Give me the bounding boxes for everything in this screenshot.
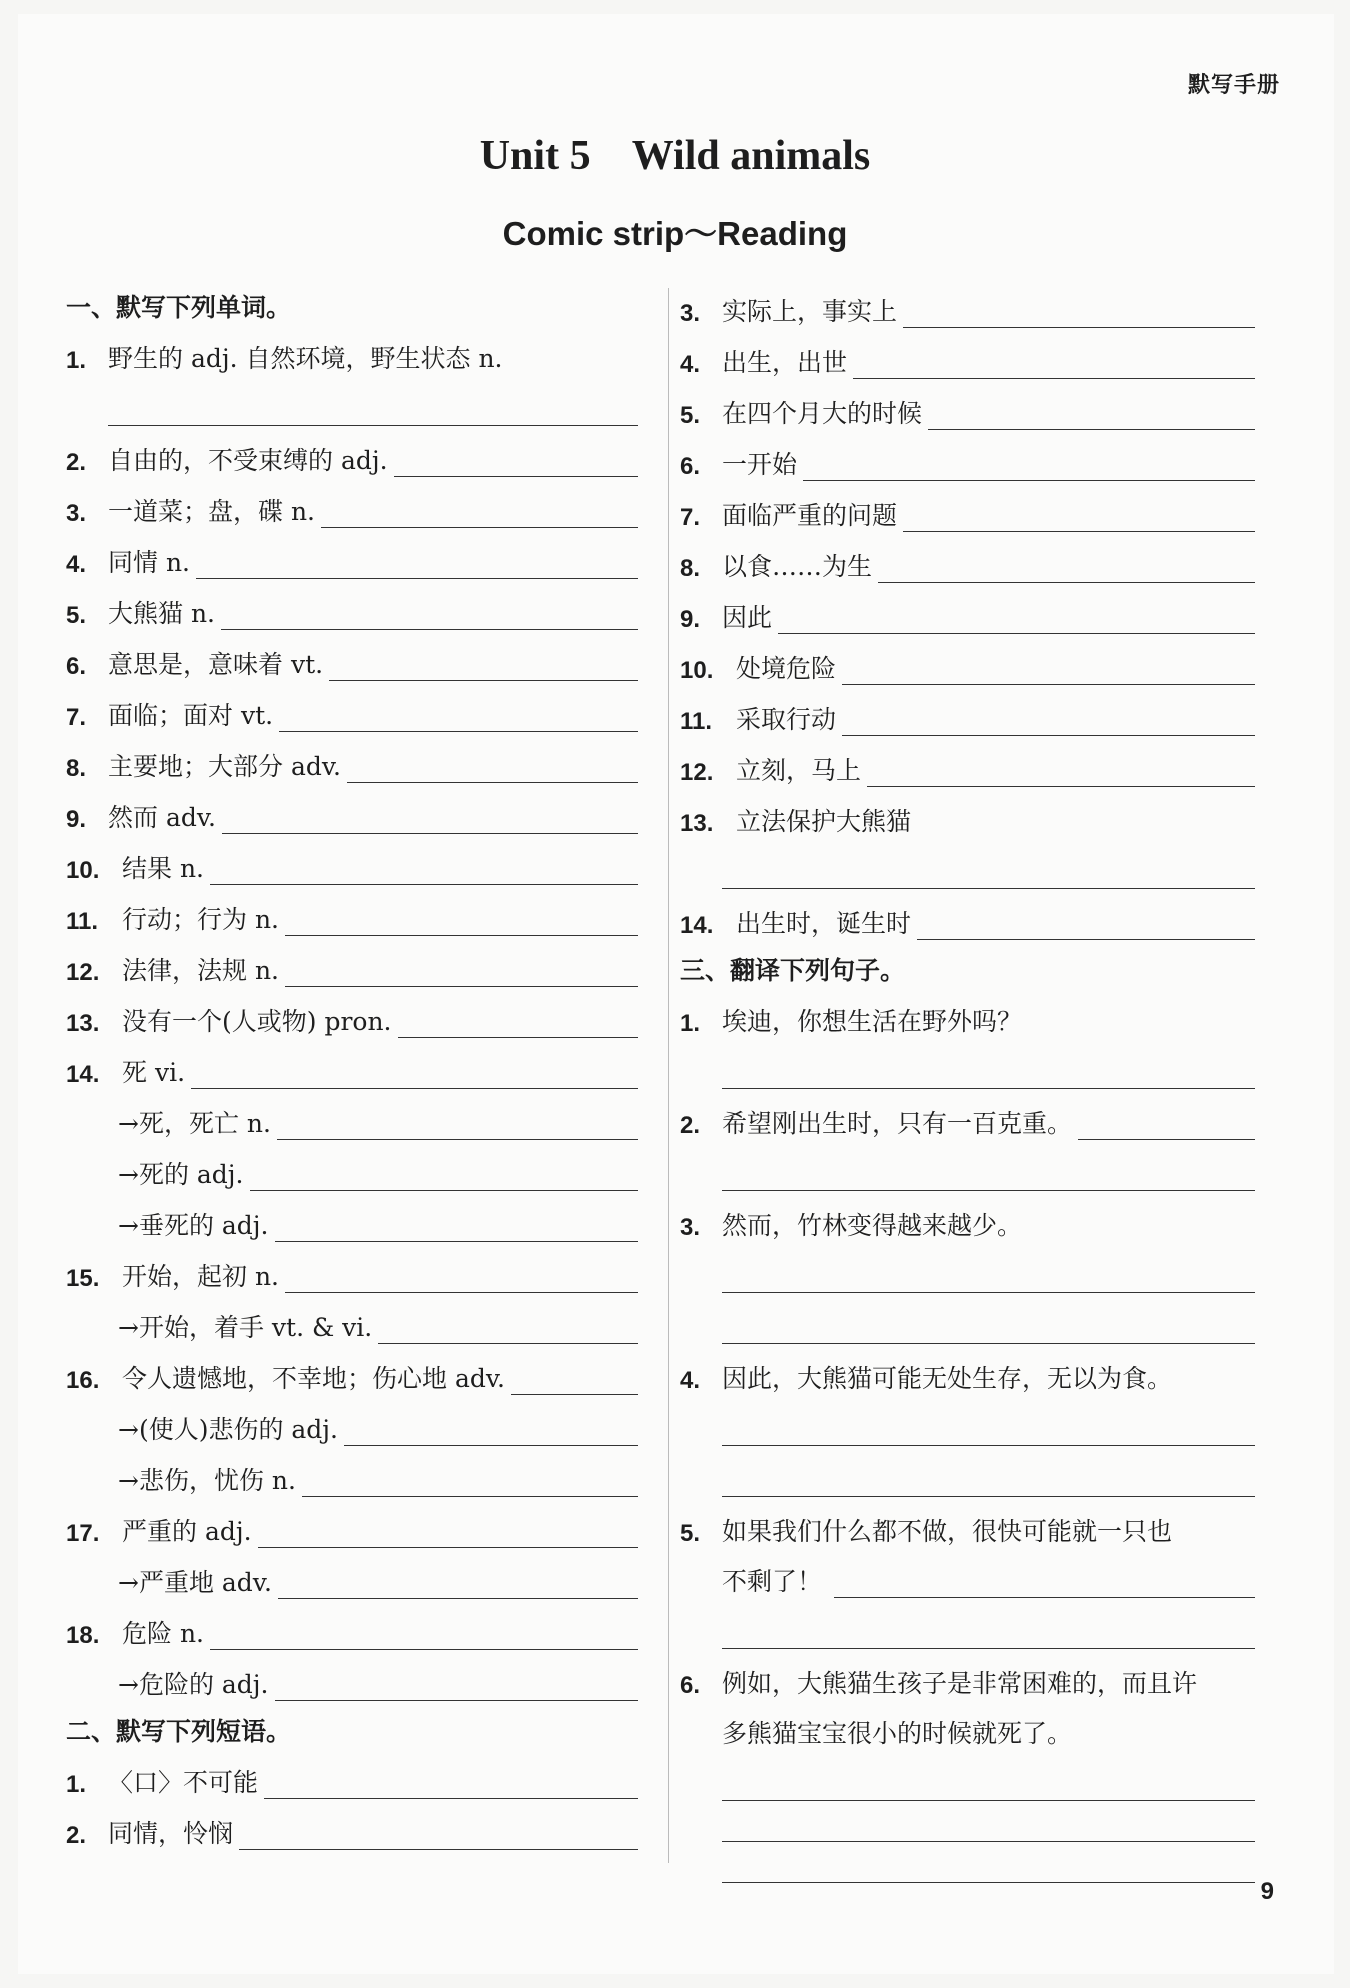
answer-blank[interactable] bbox=[239, 1825, 638, 1850]
item-number: 3. bbox=[66, 500, 87, 527]
item-prompt: →死，死亡 n. bbox=[118, 1109, 271, 1138]
answer-blank[interactable] bbox=[842, 711, 1255, 736]
answer-blank[interactable] bbox=[722, 1293, 1255, 1344]
answer-blank[interactable] bbox=[878, 558, 1255, 583]
item-number: 9. bbox=[680, 606, 701, 633]
item-prompt: →死的 adj. bbox=[118, 1160, 244, 1189]
sentence-item bbox=[680, 1191, 1255, 1242]
answer-blank[interactable] bbox=[867, 762, 1255, 787]
item-prompt: 〈口〉不可能 bbox=[108, 1768, 259, 1797]
answer-blank[interactable] bbox=[210, 1625, 638, 1650]
answer-blank[interactable] bbox=[398, 1013, 638, 1038]
word-item bbox=[66, 630, 638, 681]
answer-blank[interactable] bbox=[275, 1676, 638, 1701]
word-item bbox=[66, 936, 638, 987]
item-prompt: 一道菜；盘，碟 n. bbox=[108, 497, 315, 526]
item-prompt: 同情，怜悯 bbox=[108, 1819, 234, 1848]
word-item bbox=[66, 579, 638, 630]
item-prompt-cont: 多熊猫宝宝很小的时候就死了。 bbox=[722, 1719, 1073, 1748]
answer-blank[interactable] bbox=[722, 1395, 1255, 1446]
phrase-item bbox=[680, 787, 1255, 838]
sentence-continuation bbox=[722, 1700, 1255, 1750]
word-item bbox=[66, 528, 638, 579]
item-number: 1. bbox=[66, 347, 87, 374]
sentence-item bbox=[680, 1344, 1255, 1395]
item-number: 7. bbox=[680, 504, 701, 531]
phrase-item bbox=[680, 328, 1255, 379]
item-prompt: 然而，竹林变得越来越少。 bbox=[722, 1211, 1023, 1240]
item-number: 9. bbox=[66, 806, 87, 833]
item-prompt: 令人遗憾地，不幸地；伤心地 adv. bbox=[122, 1364, 505, 1393]
answer-blank[interactable] bbox=[250, 1166, 638, 1191]
item-number: 5. bbox=[680, 1520, 701, 1547]
word-subitem bbox=[66, 1191, 638, 1242]
item-prompt: 大熊猫 n. bbox=[108, 599, 215, 628]
answer-blank[interactable] bbox=[191, 1064, 638, 1089]
answer-blank[interactable] bbox=[222, 809, 638, 834]
item-prompt: 希望刚出生时，只有一百克重。 bbox=[722, 1109, 1073, 1138]
answer-blank[interactable] bbox=[928, 405, 1255, 430]
answer-blank[interactable] bbox=[347, 758, 638, 783]
item-number: 12. bbox=[680, 759, 714, 786]
item-prompt: 一开始 bbox=[722, 450, 798, 479]
answer-blank[interactable] bbox=[917, 915, 1255, 940]
item-number: 17. bbox=[66, 1520, 100, 1547]
word-item bbox=[66, 987, 638, 1038]
item-prompt-cont: 不剩了！ bbox=[722, 1567, 823, 1596]
item-number: 13. bbox=[66, 1010, 100, 1037]
item-prompt: 严重的 adj. bbox=[122, 1517, 252, 1546]
item-prompt: 立法保护大熊猫 bbox=[736, 807, 912, 836]
word-item bbox=[66, 324, 638, 375]
answer-blank[interactable] bbox=[302, 1472, 638, 1497]
item-number: 11. bbox=[66, 908, 99, 935]
answer-blank[interactable] bbox=[722, 1242, 1255, 1293]
phrase-item bbox=[680, 583, 1255, 634]
word-item bbox=[66, 1242, 638, 1293]
answer-blank[interactable] bbox=[279, 707, 638, 732]
item-prompt: 法律，法规 n. bbox=[122, 956, 279, 985]
item-prompt: 处境危险 bbox=[736, 654, 837, 683]
answer-blank[interactable] bbox=[722, 1801, 1255, 1842]
answer-blank[interactable] bbox=[321, 503, 638, 528]
page-number: 9 bbox=[1260, 1878, 1274, 1905]
answer-blank[interactable] bbox=[278, 1574, 638, 1599]
item-number: 15. bbox=[66, 1265, 100, 1292]
word-item bbox=[66, 885, 638, 936]
answer-blank[interactable] bbox=[722, 838, 1255, 889]
item-prompt: 实际上，事实上 bbox=[722, 297, 898, 326]
word-item bbox=[66, 1344, 638, 1395]
item-prompt: 出生，出世 bbox=[722, 348, 848, 377]
item-number: 10. bbox=[680, 657, 714, 684]
item-prompt: 立刻，马上 bbox=[736, 756, 862, 785]
item-number: 6. bbox=[66, 653, 87, 680]
phrase-item bbox=[680, 685, 1255, 736]
word-item bbox=[66, 783, 638, 834]
item-number: 1. bbox=[66, 1771, 87, 1798]
word-subitem bbox=[66, 1446, 638, 1497]
item-number: 11. bbox=[680, 708, 713, 735]
item-prompt: 行动；行为 n. bbox=[122, 905, 279, 934]
word-subitem bbox=[66, 1293, 638, 1344]
item-prompt: →危险的 adj. bbox=[118, 1670, 269, 1699]
answer-blank[interactable] bbox=[275, 1217, 638, 1242]
item-prompt: 面临严重的问题 bbox=[722, 501, 898, 530]
answer-blank[interactable] bbox=[329, 656, 638, 681]
item-number: 6. bbox=[680, 1672, 701, 1699]
answer-blank[interactable] bbox=[258, 1523, 638, 1548]
item-number: 5. bbox=[680, 402, 701, 429]
answer-blank[interactable] bbox=[285, 1268, 638, 1293]
sentence-item bbox=[680, 987, 1255, 1038]
answer-blank[interactable] bbox=[722, 1446, 1255, 1497]
item-prompt: →开始，着手 vt. & vi. bbox=[118, 1313, 373, 1342]
item-number: 5. bbox=[66, 602, 87, 629]
item-prompt: 在四个月大的时候 bbox=[722, 399, 923, 428]
answer-blank[interactable] bbox=[903, 507, 1255, 532]
answer-blank[interactable] bbox=[853, 354, 1255, 379]
phrase-item bbox=[680, 379, 1255, 430]
item-number: 10. bbox=[66, 857, 100, 884]
section3-title: 三、翻译下列句子。 bbox=[680, 956, 906, 985]
item-number: 3. bbox=[680, 300, 701, 327]
answer-blank[interactable] bbox=[108, 375, 638, 426]
item-prompt: 死 vi. bbox=[122, 1058, 186, 1087]
phrase-item bbox=[66, 1799, 638, 1850]
sentence-item bbox=[680, 1089, 1255, 1140]
item-prompt: →悲伤，忧伤 n. bbox=[118, 1466, 296, 1495]
answer-blank[interactable] bbox=[778, 609, 1255, 634]
answer-blank[interactable] bbox=[264, 1774, 638, 1799]
item-prompt: 以食……为生 bbox=[722, 552, 873, 581]
item-prompt: 主要地；大部分 adv. bbox=[108, 752, 341, 781]
item-prompt: 野生的 adj. 自然环境，野生状态 n. bbox=[108, 344, 503, 373]
word-subitem bbox=[66, 1650, 638, 1701]
item-prompt: 面临；面对 vt. bbox=[108, 701, 274, 730]
handbook-tag: 默写手册 bbox=[1187, 73, 1280, 98]
word-item bbox=[66, 681, 638, 732]
answer-blank[interactable] bbox=[1078, 1115, 1255, 1140]
answer-blank[interactable] bbox=[394, 452, 638, 477]
word-subitem bbox=[66, 1395, 638, 1446]
item-prompt: →(使人)悲伤的 adj. bbox=[118, 1415, 339, 1444]
item-number: 1. bbox=[680, 1010, 701, 1037]
sentence-item bbox=[680, 1649, 1255, 1700]
item-prompt: →垂死的 adj. bbox=[118, 1211, 269, 1240]
answer-blank[interactable] bbox=[834, 1573, 1255, 1598]
answer-blank[interactable] bbox=[722, 1842, 1255, 1883]
answer-blank[interactable] bbox=[344, 1421, 638, 1446]
word-item bbox=[66, 477, 638, 528]
item-prompt: 危险 n. bbox=[122, 1619, 204, 1648]
unit-title: Unit 5 Wild animals bbox=[479, 133, 871, 179]
item-prompt: 埃迪，你想生活在野外吗？ bbox=[722, 1007, 1023, 1036]
answer-blank[interactable] bbox=[285, 962, 638, 987]
word-subitem bbox=[66, 1140, 638, 1191]
answer-blank[interactable] bbox=[277, 1115, 638, 1140]
answer-blank[interactable] bbox=[722, 1598, 1255, 1649]
phrase-item bbox=[680, 430, 1255, 481]
answer-blank[interactable] bbox=[378, 1319, 638, 1344]
item-prompt: 然而 adv. bbox=[108, 803, 216, 832]
answer-blank[interactable] bbox=[285, 911, 638, 936]
phrase-item bbox=[680, 481, 1255, 532]
item-number: 6. bbox=[680, 453, 701, 480]
word-item bbox=[66, 426, 638, 477]
answer-blank[interactable] bbox=[722, 1140, 1255, 1191]
answer-blank[interactable] bbox=[196, 554, 638, 579]
column-divider bbox=[668, 288, 669, 1863]
phrase-item bbox=[680, 889, 1255, 940]
answer-blank[interactable] bbox=[803, 456, 1255, 481]
item-prompt: 如果我们什么都不做，很快可能就一只也 bbox=[722, 1517, 1173, 1546]
sentence-continuation bbox=[722, 1548, 1255, 1598]
item-prompt: 出生时，诞生时 bbox=[736, 909, 912, 938]
phrase-item bbox=[680, 532, 1255, 583]
item-number: 14. bbox=[66, 1061, 100, 1088]
item-number: 3. bbox=[680, 1214, 701, 1241]
item-number: 14. bbox=[680, 912, 714, 939]
item-prompt: 例如，大熊猫生孩子是非常困难的，而且许 bbox=[722, 1669, 1198, 1698]
item-number: 2. bbox=[66, 1822, 87, 1849]
item-number: 4. bbox=[680, 351, 701, 378]
section1-title: 一、默写下列单词。 bbox=[66, 293, 292, 322]
phrase-item bbox=[680, 634, 1255, 685]
word-item bbox=[66, 732, 638, 783]
item-number: 8. bbox=[66, 755, 87, 782]
item-prompt: 自由的，不受束缚的 adj. bbox=[108, 446, 388, 475]
word-subitem bbox=[66, 1089, 638, 1140]
word-item bbox=[66, 1038, 638, 1089]
item-number: 2. bbox=[680, 1112, 701, 1139]
item-prompt: →严重地 adv. bbox=[118, 1568, 272, 1597]
item-prompt: 同情 n. bbox=[108, 548, 190, 577]
right-column bbox=[680, 277, 1255, 1883]
answer-blank[interactable] bbox=[903, 303, 1255, 328]
item-number: 13. bbox=[680, 810, 714, 837]
phrase-item bbox=[680, 277, 1255, 328]
item-prompt: 没有一个(人或物) pron. bbox=[122, 1007, 392, 1036]
left-column bbox=[66, 277, 638, 1850]
item-number: 12. bbox=[66, 959, 100, 986]
word-item bbox=[66, 1599, 638, 1650]
answer-blank[interactable] bbox=[221, 605, 638, 630]
answer-blank[interactable] bbox=[722, 1750, 1255, 1801]
word-item bbox=[66, 834, 638, 885]
item-number: 8. bbox=[680, 555, 701, 582]
word-item bbox=[66, 1497, 638, 1548]
answer-blank[interactable] bbox=[722, 1038, 1255, 1089]
item-number: 4. bbox=[66, 551, 87, 578]
word-subitem bbox=[66, 1548, 638, 1599]
answer-blank[interactable] bbox=[210, 860, 638, 885]
answer-blank[interactable] bbox=[511, 1370, 638, 1395]
item-prompt: 结果 n. bbox=[122, 854, 204, 883]
item-prompt: 开始，起初 n. bbox=[122, 1262, 279, 1291]
phrase-item bbox=[66, 1748, 638, 1799]
phrase-item bbox=[680, 736, 1255, 787]
item-number: 2. bbox=[66, 449, 87, 476]
unit-subtitle: Comic strip～Reading bbox=[502, 215, 848, 252]
item-prompt: 因此 bbox=[722, 603, 773, 632]
item-prompt: 意思是，意味着 vt. bbox=[108, 650, 324, 679]
item-number: 16. bbox=[66, 1367, 100, 1394]
item-prompt: 因此，大熊猫可能无处生存，无以为食。 bbox=[722, 1364, 1173, 1393]
item-number: 7. bbox=[66, 704, 87, 731]
section2-title: 二、默写下列短语。 bbox=[66, 1717, 292, 1746]
answer-blank[interactable] bbox=[842, 660, 1255, 685]
sentence-item bbox=[680, 1497, 1255, 1548]
item-number: 4. bbox=[680, 1367, 701, 1394]
item-prompt: 采取行动 bbox=[736, 705, 837, 734]
item-number: 18. bbox=[66, 1622, 100, 1649]
